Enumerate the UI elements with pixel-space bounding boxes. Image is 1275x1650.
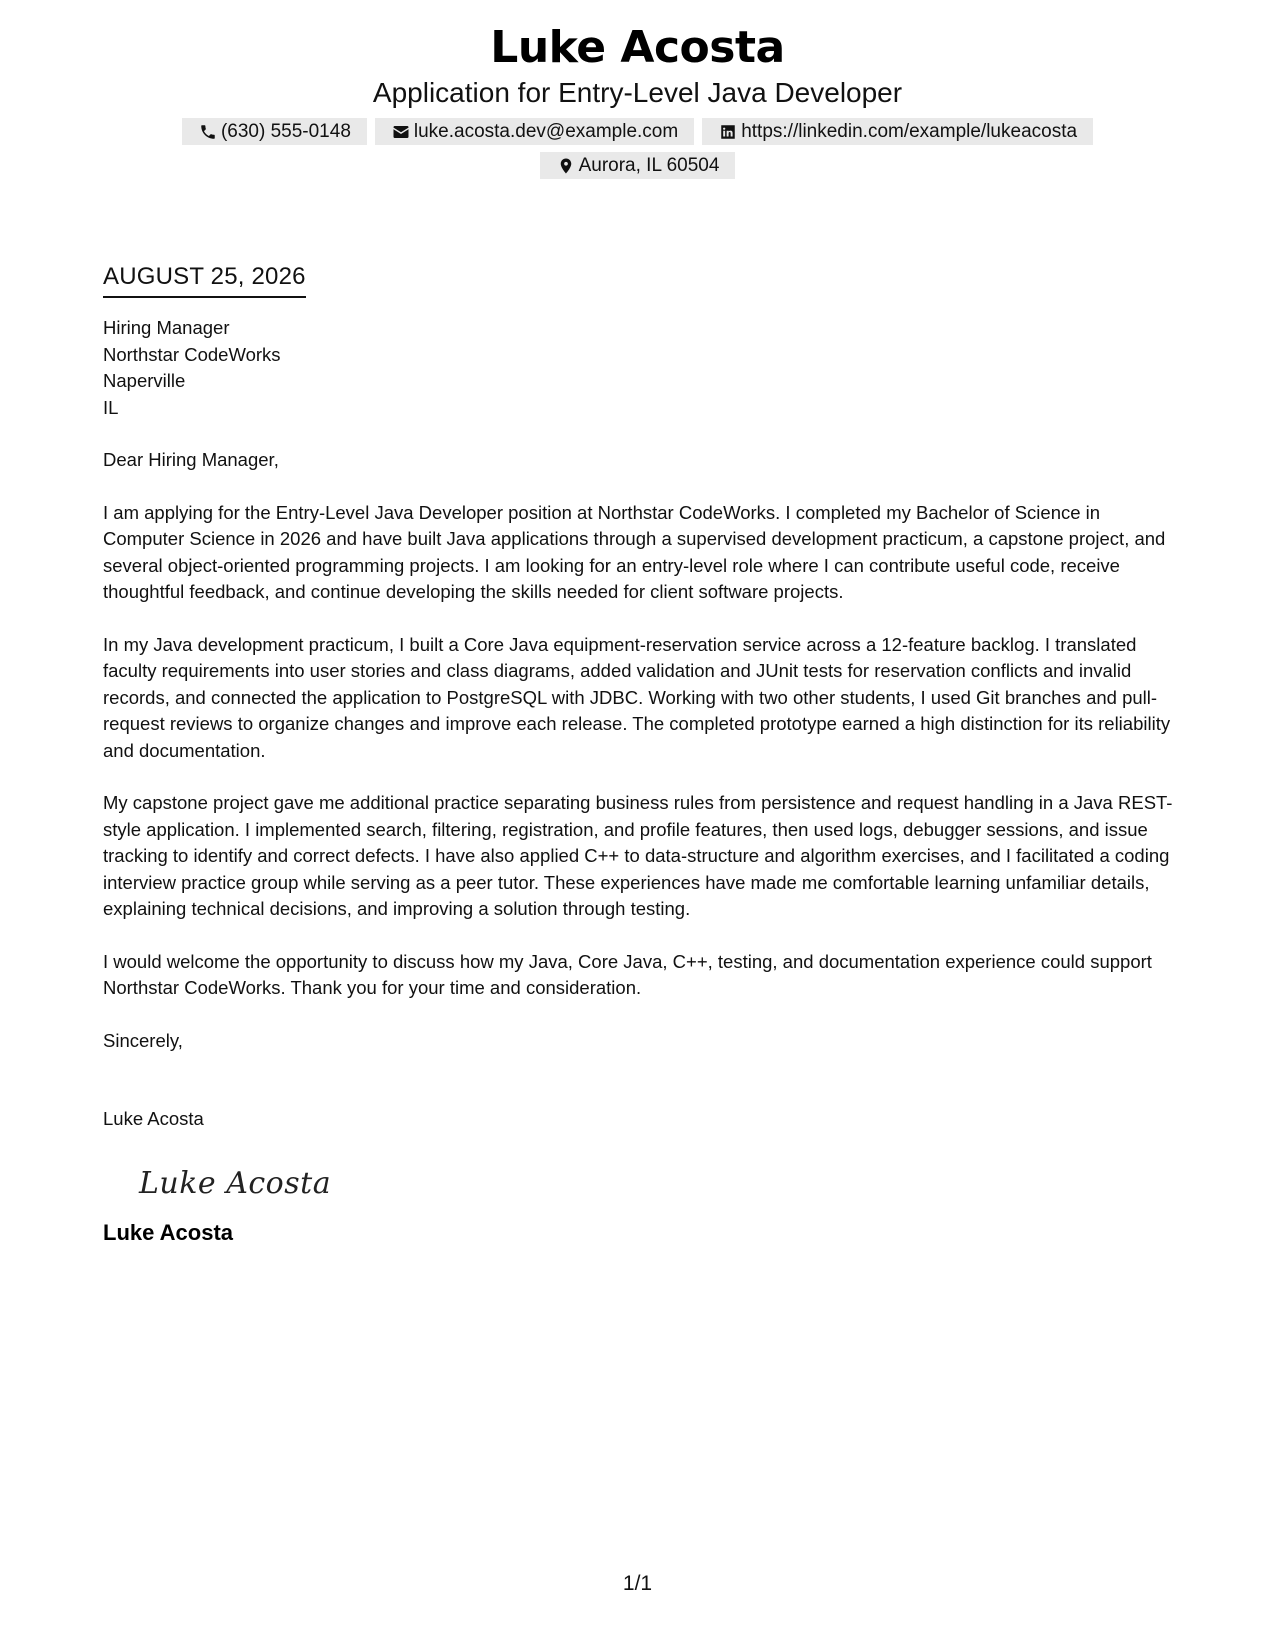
typed-name: Luke Acosta <box>103 1108 204 1129</box>
phone-number: (630) 555-0148 <box>220 120 351 142</box>
linkedin-url: https://linkedin.com/example/lukeacosta <box>741 120 1078 142</box>
envelope-icon <box>391 122 411 142</box>
phone-chip <box>182 118 367 145</box>
body-paragraph: I would welcome the opportunity to discuss how my Java, Core Java, C++, testing, and documentation experience could support Northstar CodeWorks. Thank you for your time and consideration. <box>103 950 1152 998</box>
recipient-block <box>103 315 1183 421</box>
location-text: Aurora, IL 60504 <box>578 154 720 176</box>
body-paragraph: In my Java development practicum, I built a Core Java equipment-reservation service across a 12-feature backlog. I translated faculty requirements into user stories and class diagrams, added validation and JUnit tests for reservation conflicts and invalid records, and connected the application to PostgreSQL with JDBC. Working with two other students, I used Git branches and pull-request reviews to organize changes and improve each release. The completed prototype earned a high distinction for its reliability and documentation. <box>103 633 1171 761</box>
svg-text:Luke Acosta: Luke Acosta <box>139 1165 332 1201</box>
recipient-line: Naperville <box>103 370 186 391</box>
applicant-name: Luke Acosta <box>490 22 785 73</box>
linkedin-icon <box>718 122 738 142</box>
letter-header <box>0 22 1275 179</box>
page-number: 1/1 <box>622 1572 653 1595</box>
location-chip <box>540 152 736 179</box>
body-paragraph: My capstone project gave me additional practice separating business rules from persistence and request handling in a Java REST-style application. I implemented search, filtering, registration, and profile features, then used logs, debugger sessions, and issue tracking to identify and correct defects. I have also applied C++ to data-structure and algorithm exercises, and I facilitated a coding interview practice group while serving as a peer tutor. These experiences have made me comfortable learning unfamiliar details, explaining technical decisions, and improving a solution through testing. <box>103 792 1173 919</box>
email-chip <box>375 118 694 145</box>
salutation: Dear Hiring Manager, <box>103 449 279 470</box>
email-address: luke.acosta.dev@example.com <box>413 120 679 142</box>
phone-icon <box>198 122 218 142</box>
body-paragraph: I am applying for the Entry-Level Java Developer position at Northstar CodeWorks. I completed my Bachelor of Science in Computer Science in 2026 and have built Java applications through a supervised development practicum, a capstone project, and several object-oriented programming projects. I am looking for an entry-level role where I can contribute useful code, receive thoughtful feedback, and continue developing the skills needed for client software projects. <box>103 501 1166 602</box>
linkedin-chip <box>702 118 1093 145</box>
letter-body <box>103 262 1183 1247</box>
application-title: Application for Entry-Level Java Developer <box>372 77 903 108</box>
letter-date: AUGUST 25, 2026 <box>103 262 306 298</box>
recipient-line: Hiring Manager <box>103 317 230 338</box>
handwritten-signature <box>137 1159 1183 1207</box>
map-marker-icon <box>556 156 576 176</box>
signature-name: Luke Acosta <box>103 1219 234 1245</box>
location-row <box>0 152 1275 179</box>
recipient-line: IL <box>103 396 119 418</box>
closing: Sincerely, <box>103 1029 183 1051</box>
contact-row <box>0 118 1275 145</box>
recipient-line: Northstar CodeWorks <box>103 343 281 365</box>
